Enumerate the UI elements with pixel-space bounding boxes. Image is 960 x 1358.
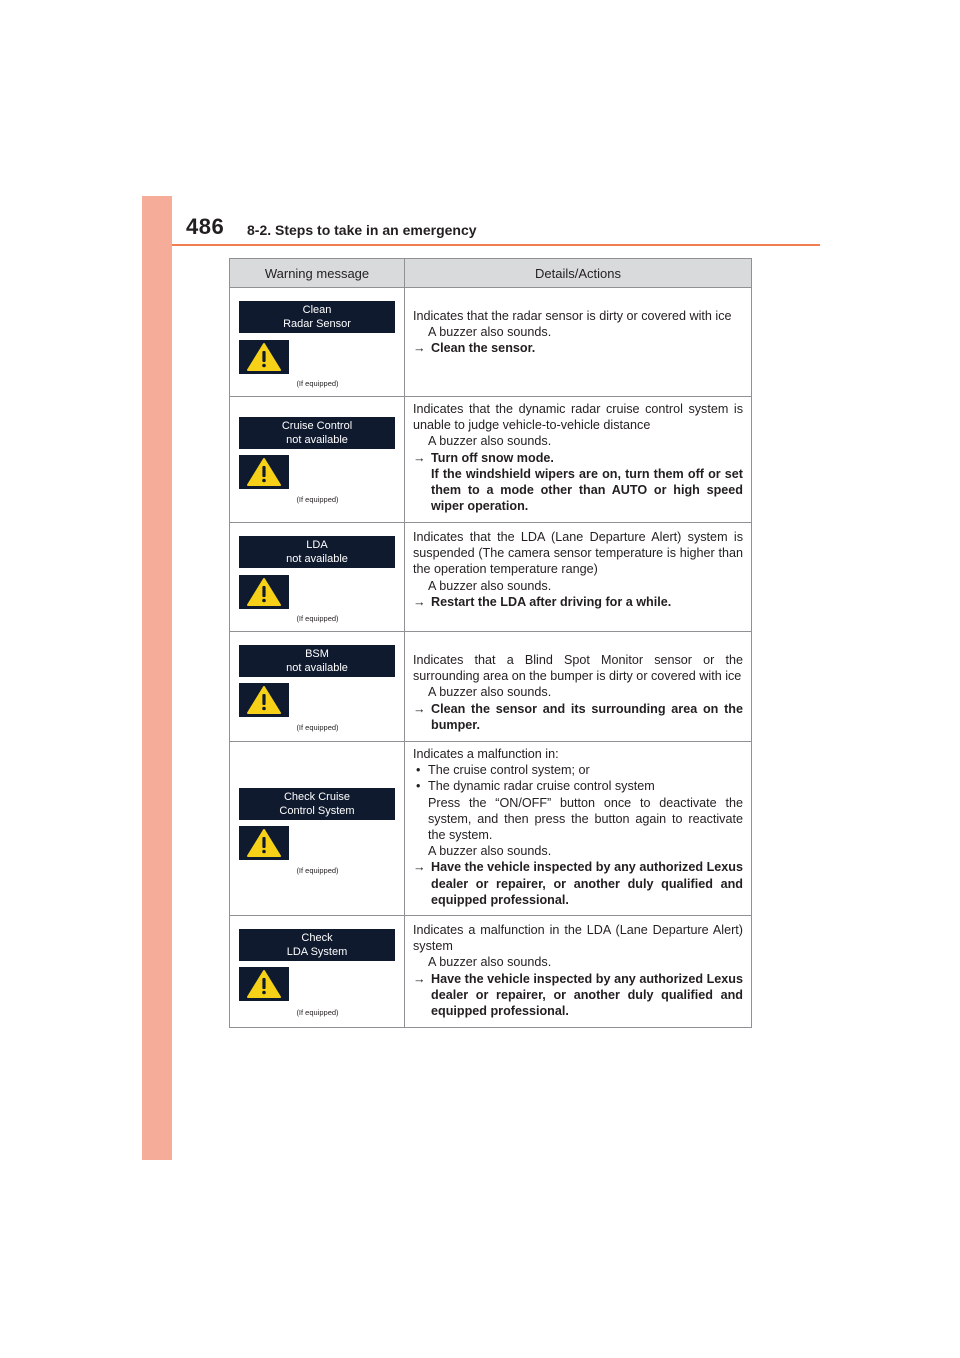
- action-text: Clean the sensor.: [431, 341, 536, 356]
- display-message: [239, 929, 395, 961]
- description: Indicates that a Blind Spot Monitor sensor or the surrounding area on the bumper is dirty or covered with ice: [413, 653, 743, 684]
- message-line: not available: [286, 434, 348, 446]
- arrow-icon: →: [413, 701, 426, 716]
- sub-note: A buzzer also sounds.: [428, 844, 552, 859]
- action-text: Have the vehicle inspected by any authorized Lexus dealer or repairer, or another duly qualified and equipped professional.: [431, 971, 743, 1019]
- bullet-icon: •: [416, 763, 421, 778]
- header-rule: [172, 244, 820, 246]
- warning-message-table: [229, 258, 752, 1028]
- table-row: [230, 742, 752, 916]
- description: Indicates a malfunction in:: [413, 747, 559, 761]
- message-line: not available: [286, 553, 348, 565]
- action-line: [413, 701, 743, 733]
- action-text: Clean the sensor and its surrounding area on the bumper.: [431, 701, 743, 732]
- if-equipped-note: (If equipped): [296, 379, 339, 388]
- message-line: Clean: [302, 304, 332, 316]
- bullet-icon: •: [416, 779, 421, 794]
- warning-triangle-icon: [239, 826, 289, 860]
- warning-triangle-icon: [239, 683, 289, 717]
- action-line: [413, 859, 743, 908]
- table-row: [230, 916, 752, 1028]
- details-cell: [405, 288, 752, 397]
- details-cell: [405, 523, 752, 632]
- if-equipped-note: (If equipped): [296, 723, 339, 732]
- section-title: 8-2. Steps to take in an emergency: [247, 222, 477, 238]
- action-text: Have the vehicle inspected by any authorized Lexus dealer or repairer, or another duly qualified and equipped professional.: [431, 860, 743, 907]
- if-equipped-note: (If equipped): [296, 614, 339, 623]
- warning-triangle-icon: [239, 455, 289, 489]
- sub-note: A buzzer also sounds.: [428, 325, 552, 340]
- arrow-icon: →: [413, 450, 426, 465]
- message-cell: [230, 397, 405, 523]
- sub-note: A buzzer also sounds.: [428, 578, 552, 593]
- description: Indicates that the dynamic radar cruise control system is unable to judge vehicle-to-vehicle distance: [413, 402, 743, 433]
- details-cell: [405, 742, 752, 916]
- action-text: Restart the LDA after driving for a while.: [431, 594, 672, 609]
- list-item: • The cruise control system; or: [416, 763, 590, 778]
- action-detail: If the windshield wipers are on, turn them off or set them to a mode other than AUTO or high speed wiper operation.: [431, 466, 743, 514]
- display-message: [239, 645, 395, 677]
- table-row: [230, 632, 752, 742]
- details-cell: [405, 397, 752, 523]
- message-line: Check Cruise: [283, 791, 351, 803]
- arrow-icon: →: [413, 860, 426, 875]
- message-line: Check: [301, 932, 333, 944]
- action-line: [413, 450, 743, 466]
- display-message: [239, 788, 395, 820]
- description: Indicates a malfunction in the LDA (Lane Departure Alert) system: [413, 923, 743, 954]
- message-cell: [230, 742, 405, 916]
- message-line: LDA: [306, 539, 328, 551]
- if-equipped-note: (If equipped): [296, 866, 339, 875]
- display-message: [239, 536, 395, 568]
- message-cell: [230, 632, 405, 742]
- details-cell: [405, 632, 752, 742]
- sub-note: A buzzer also sounds.: [428, 955, 552, 970]
- message-line: Control System: [279, 805, 355, 817]
- warning-triangle-icon: [239, 340, 289, 374]
- arrow-icon: →: [413, 341, 426, 356]
- message-cell: [230, 523, 405, 632]
- warning-triangle-icon: [239, 967, 289, 1001]
- if-equipped-note: (If equipped): [296, 495, 339, 504]
- warning-triangle-icon: [239, 575, 289, 609]
- message-line: Radar Sensor: [283, 318, 351, 330]
- action-line: [413, 971, 743, 1020]
- message-cell: [230, 288, 405, 397]
- table-header-row: [230, 259, 752, 288]
- description: Indicates that the radar sensor is dirty or covered with ice: [413, 309, 732, 323]
- action-text: Turn off snow mode.: [431, 450, 554, 465]
- message-line: not available: [286, 662, 348, 674]
- arrow-icon: →: [413, 594, 426, 609]
- action-line: [413, 340, 743, 356]
- col-header-warning-message: Warning message: [230, 259, 405, 288]
- table-row: [230, 288, 752, 397]
- arrow-icon: →: [413, 971, 426, 986]
- sub-note: A buzzer also sounds.: [428, 685, 552, 700]
- display-message: [239, 417, 395, 449]
- side-color-band: [142, 196, 172, 1160]
- sub-note: A buzzer also sounds.: [428, 434, 552, 449]
- if-equipped-note: (If equipped): [296, 1008, 339, 1017]
- sub-note: Press the “ON/OFF” button once to deactivate the system, and then press the button again to reactivate the system.: [428, 795, 743, 843]
- display-message: [239, 301, 395, 333]
- message-line: BSM: [305, 648, 329, 660]
- details-cell: [405, 916, 752, 1028]
- action-line: [413, 594, 743, 610]
- description: Indicates that the LDA (Lane Departure Alert) system is suspended (The camera sensor temperature is higher than the operation temperature range): [413, 530, 743, 577]
- table-row: [230, 397, 752, 523]
- message-line: Cruise Control: [281, 420, 353, 432]
- message-line: LDA System: [286, 946, 348, 958]
- message-cell: [230, 916, 405, 1028]
- col-header-details-actions: Details/Actions: [405, 259, 752, 288]
- table-row: [230, 523, 752, 632]
- page-number: 486: [186, 214, 225, 239]
- list-item: • The dynamic radar cruise control system: [416, 779, 655, 794]
